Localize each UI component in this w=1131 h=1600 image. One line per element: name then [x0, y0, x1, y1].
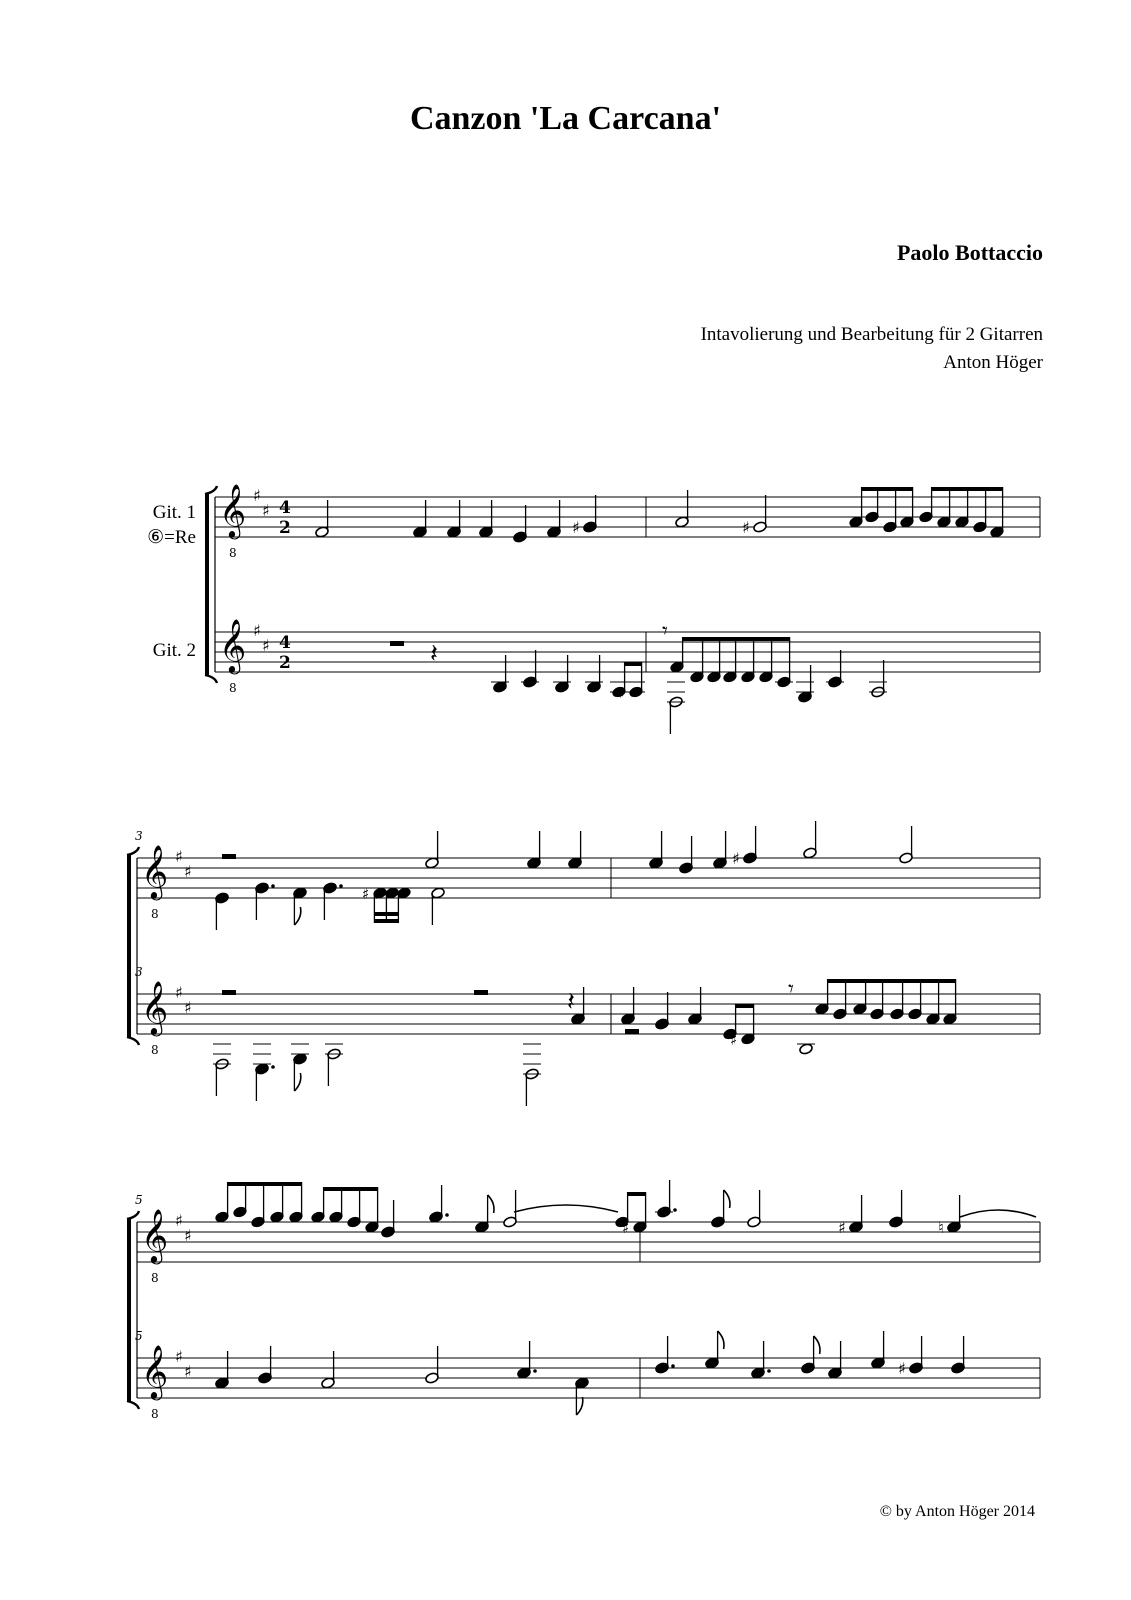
note-flag — [294, 1073, 300, 1091]
beam — [228, 1182, 302, 1186]
sharp-icon: ♯ — [362, 885, 370, 903]
octave-marker: 8 — [151, 1271, 159, 1285]
beam — [628, 1192, 646, 1196]
quarter-rest-icon: 𝄽 — [430, 639, 438, 669]
beam — [862, 487, 913, 491]
beam — [736, 1004, 754, 1008]
composer-name: Paolo Bottaccio — [896, 240, 1043, 265]
note-flag — [488, 1195, 494, 1213]
treble-clef-icon: 𝄞 — [219, 618, 247, 672]
sharp-icon: ♯ — [184, 862, 192, 881]
arranger-name: Anton Höger — [943, 352, 1043, 373]
beam — [374, 912, 398, 916]
sharp-icon: ♯ — [262, 636, 270, 655]
sharp-icon: ♯ — [184, 1226, 192, 1245]
beam — [625, 662, 642, 666]
half-rest — [625, 1029, 639, 1034]
instrument-label-guitar2: Git. 2 — [152, 640, 196, 661]
sharp-icon: ♯ — [838, 1218, 846, 1237]
sharp-icon: ♯ — [622, 1219, 630, 1237]
time-signature-bottom: 2 — [279, 653, 291, 673]
octave-marker: 8 — [229, 546, 237, 560]
arrangement-credit: Intavolierung und Bearbeitung für 2 Gitarren — [700, 324, 1043, 345]
sharp-icon: ♯ — [374, 885, 382, 903]
treble-clef-icon: 𝄞 — [141, 844, 169, 898]
bracket-hook — [127, 1401, 139, 1409]
whole-rest — [222, 990, 236, 995]
whole-rest — [474, 990, 488, 995]
bracket-hook — [205, 675, 217, 683]
measure-number: 3 — [135, 829, 143, 843]
sharp-icon: ♯ — [898, 1359, 906, 1378]
bracket-hook — [127, 1211, 139, 1219]
octave-marker: 8 — [229, 681, 237, 695]
sharp-icon: ♯ — [253, 621, 261, 640]
sharp-icon: ♯ — [175, 1211, 183, 1230]
dot — [339, 884, 343, 888]
sharp-icon: ♯ — [184, 1362, 192, 1381]
note-flag — [724, 1190, 730, 1208]
measure-number: 5 — [135, 1329, 143, 1343]
time-signature-top: 4 — [279, 633, 291, 653]
sharp-icon: ♯ — [253, 486, 261, 505]
tie — [514, 1205, 618, 1212]
tie — [960, 1210, 1036, 1217]
note-flag — [576, 1397, 582, 1415]
note-flag — [294, 907, 300, 925]
octave-marker: 8 — [151, 1407, 159, 1421]
sharp-icon: ♯ — [572, 518, 580, 537]
sharp-icon: ♯ — [175, 983, 183, 1002]
treble-clef-icon: 𝄞 — [141, 980, 169, 1034]
octave-marker: 8 — [151, 907, 159, 921]
whole-rest — [222, 854, 236, 859]
measure-number: 3 — [135, 965, 143, 979]
note-flag — [718, 1331, 724, 1349]
system-bracket — [127, 855, 131, 1037]
natural-icon: ♮ — [938, 1218, 944, 1237]
treble-clef-icon: 𝄞 — [141, 1344, 169, 1398]
beam — [374, 919, 398, 923]
beam — [683, 637, 790, 641]
beam — [828, 979, 956, 983]
bracket-hook — [127, 1037, 139, 1045]
dot — [673, 1208, 677, 1212]
sharp-icon: ♯ — [618, 684, 626, 702]
sharp-icon: ♯ — [262, 501, 270, 520]
dot — [533, 1369, 537, 1373]
sharp-icon: ♯ — [175, 847, 183, 866]
sharp-icon: ♯ — [732, 849, 740, 868]
copyright-notice: © by Anton Höger 2014 — [879, 1503, 1035, 1520]
time-signature-bottom: 2 — [279, 518, 291, 538]
dot — [445, 1213, 449, 1217]
treble-clef-icon: 𝄞 — [219, 483, 247, 537]
treble-clef-icon: 𝄞 — [141, 1208, 169, 1262]
instrument-label-guitar1: Git. 1 — [152, 502, 196, 523]
system-bracket — [205, 494, 209, 675]
dot — [271, 1065, 275, 1069]
bracket-hook — [127, 847, 139, 855]
dot — [767, 1369, 771, 1373]
time-signature-top: 4 — [279, 498, 291, 518]
beam — [324, 1187, 378, 1191]
half-rest — [390, 641, 404, 646]
score-title: Canzon 'La Carcana' — [409, 100, 722, 137]
dot — [271, 884, 275, 888]
tuning-label: ⑥=Re — [147, 527, 196, 548]
quarter-rest-icon: 𝄽 — [567, 987, 575, 1017]
bracket-hook — [205, 486, 217, 494]
system-bracket — [127, 1219, 131, 1401]
sharp-icon: ♯ — [742, 518, 750, 537]
eighth-rest-icon: 𝄾 — [788, 977, 794, 1002]
sharp-icon: ♯ — [730, 1031, 738, 1049]
measure-number: 5 — [135, 1193, 143, 1207]
eighth-rest-icon: 𝄾 — [662, 619, 668, 644]
note-head — [799, 1043, 814, 1055]
sharp-icon: ♯ — [184, 998, 192, 1017]
octave-marker: 8 — [151, 1043, 159, 1057]
beam — [932, 487, 1003, 491]
note-flag — [814, 1336, 820, 1354]
dot — [671, 1364, 675, 1368]
sharp-icon: ♯ — [175, 1347, 183, 1366]
